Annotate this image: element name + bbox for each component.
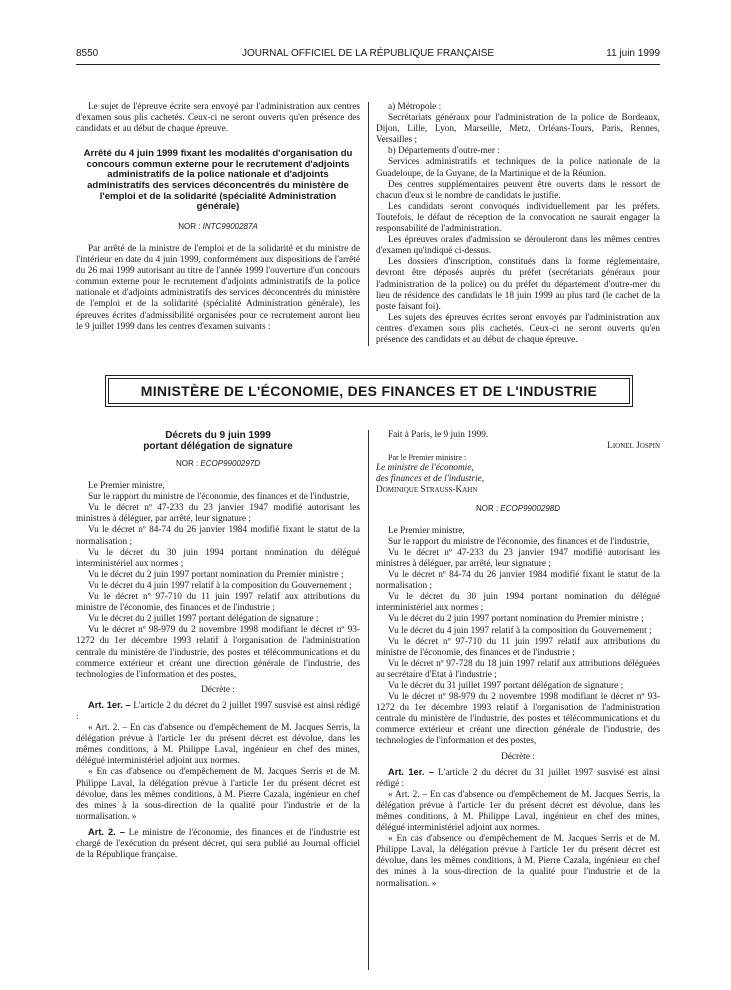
paragraph: Vu le décret nº 98-979 du 2 novembre 1998 modifiant le décret nº 93-1272 du 1er décembre 1993 relatif à l'organisation de l'administration centrale du ministère de l'industrie, des postes et télécommunications et du commerce extérieur et créant une direction générale de l'industrie, des technologies de l'information et des postes, xyxy=(376,692,660,747)
article-2 xyxy=(76,827,360,861)
nor-reference xyxy=(76,221,360,232)
minister-line2: des finances et de l'industrie, xyxy=(376,474,485,485)
paragraph: Vu le décret du 30 juin 1994 portant nomination du délégué interministériel aux normes ; xyxy=(376,592,660,614)
paragraph: Vu le décret du 2 juin 1997 portant nomination du Premier ministre ; xyxy=(88,569,344,580)
page-number: 8550 xyxy=(76,48,99,59)
journal-title: JOURNAL OFFICIEL DE LA RÉPUBLIQUE FRANÇAISE xyxy=(241,48,495,59)
paragraph: Vu le décret du 4 juin 1997 relatif à la composition du Gouvernement ; xyxy=(388,625,652,636)
minister-title-2 xyxy=(376,474,660,485)
article-1 xyxy=(376,767,660,790)
decrete: Décrète : xyxy=(501,751,535,762)
quote-paragraph: « En cas d'absence ou d'empêchement de M. Jacques Serris et de M. Philippe Laval, la délégation prévue à l'article 1er du présent décret est dévolue, dans les mêmes conditions, à M. Pierre Cazala, ingénieur en chef des mines à la sous-direction de la qualité pour l'industrie et de la normalisation. » xyxy=(376,834,660,889)
nor-code: INTC9900287A xyxy=(202,221,258,231)
article-text: Le ministre de l'économie, des finances et de l'industrie est chargé de l'exécution du présent décret, qui sera publié au Journal officiel de la République française. xyxy=(76,827,360,861)
paragraph: Vu le décret du 2 juillet 1997 portant délégation de signature ; xyxy=(88,614,319,625)
paragraph: Vu le décret du 31 juillet 1997 portant délégation de signature ; xyxy=(388,680,624,691)
paragraph: Vu le décret nº 47-233 du 23 janvier 1947 modifié autorisant les ministres à déléguer, par arrêté, leur signature ; xyxy=(76,503,360,525)
list-label: b) Départements d'outre-mer : xyxy=(388,146,500,157)
column-bottom-left xyxy=(76,430,360,861)
article-label: Art. 1er. – xyxy=(388,766,434,777)
paragraph: Vu le décret du 4 juin 1997 relatif à la composition du Gouvernement ; xyxy=(88,580,352,591)
column-top-left xyxy=(76,102,360,333)
minister-name: Dominique Strauss-Kahn xyxy=(376,485,478,496)
arrete-title: Arrêté du 4 juin 1999 fixant les modalités d'organisation du concours commun externe pour le recrutement d'adjoints administratifs de la police nationale et d'adjoints administratifs des services déconcentrés du ministère de l'emploi et de la solidarité (spécialité Administration générale) xyxy=(83,148,353,213)
signer-name: Lionel Jospin xyxy=(607,441,660,452)
article-text: L'article 2 du décret du 2 juillet 1997 susvisé est ainsi rédigé : xyxy=(76,700,360,722)
nor-code: ECOP9900298D xyxy=(500,503,561,513)
minister-title xyxy=(376,463,660,474)
page-header xyxy=(76,48,660,65)
paragraph: Vu le décret nº 97-710 du 11 juin 1997 relatif aux attributions du ministre de l'économie, des finances et de l'industrie ; xyxy=(76,592,360,614)
paragraph: Les épreuves orales d'admission se dérouleront dans les mêmes centres d'examen qu'indiqué ci-dessus. xyxy=(376,235,660,257)
paragraph: Vu le décret nº 47-233 du 23 janvier 1947 modifié autorisant les ministres à déléguer, par arrêté, leur signature ; xyxy=(376,547,660,569)
quote-paragraph: « En cas d'absence ou d'empêchement de M. Jacques Serris et de M. Philippe Laval, la délégation prévue à l'article 1er du présent décret est dévolue, dans les mêmes conditions, à M. Pierre Cazala, ingénieur en chef des mines à la sous-direction de la qualité pour l'industrie et de la normalisation. » xyxy=(76,767,360,822)
issue-date: 11 juin 1999 xyxy=(606,48,660,59)
quote-paragraph: « Art. 2. – En cas d'absence ou d'empêchement de M. Jacques Serris, la délégation prévue à l'article 1er du présent décret est dévolue, dans les mêmes conditions, à M. Philippe Laval, ingénieur en chef des mines, délégué interministériel adjoint aux normes. xyxy=(76,723,360,767)
column-divider-top xyxy=(368,102,369,346)
decrete: Décrète : xyxy=(201,684,235,695)
nor-reference xyxy=(76,458,360,469)
paragraph: Le Premier ministre, xyxy=(88,481,165,492)
paragraph: Vu le décret nº 97-710 du 11 juin 1997 relatif aux attributions du ministre de l'économie, des finances et de l'industrie ; xyxy=(376,636,660,658)
paragraph: Vu le décret nº 84-74 du 26 janvier 1984 modifié fixant le statut de la normalisation ; xyxy=(76,525,360,547)
paragraph: Les dossiers d'inscription, constitués dans la forme réglementaire, devront être déposés auprès du préfet (secrétariats généraux pour l'administration de la police) ou du préfet du département d'outre-mer du lieu de résidence des candidats le 18 juin 1999 au plus tard (le cachet de la poste faisant foi). xyxy=(376,257,660,312)
nor-label: NOR : xyxy=(175,459,201,468)
fait-line: Fait à Paris, le 9 juin 1999. xyxy=(388,430,489,440)
column-bottom-right xyxy=(376,430,660,890)
column-top-right xyxy=(376,102,660,346)
paragraph: Sur le rapport du ministre de l'économie, des finances et de l'industrie, xyxy=(388,536,650,547)
paragraph: Vu le décret nº 98-979 du 2 novembre 1998 modifiant le décret nº 93-1272 du 1er décembre 1993 relatif à l'organisation de l'administration centrale du ministère de l'industrie, des postes et télécommunications et du commerce extérieur et créant une direction générale de l'industrie, des technologies de l'information et des postes, xyxy=(76,625,360,680)
article-1 xyxy=(76,700,360,723)
paragraph: Vu le décret nº 84-74 du 26 janvier 1984 modifié fixant le statut de la normalisation ; xyxy=(376,570,660,592)
paragraph: Vu le décret nº 97-728 du 18 juin 1997 relatif aux attributions déléguées au secrétaire d'Etat à l'industrie ; xyxy=(376,658,660,680)
paragraph: Vu le décret du 30 juin 1994 portant nomination du délégué interministériel aux normes ; xyxy=(76,547,360,569)
paragraph: Vu le décret du 2 juin 1997 portant nomination du Premier ministre ; xyxy=(388,614,644,625)
paragraph: Des centres supplémentaires peuvent être ouverts dans le ressort de chacun d'eux si le nombre de candidats le justifie. xyxy=(376,179,660,201)
nor-label: NOR : xyxy=(475,503,501,513)
article-text: L'article 2 du décret du 31 juillet 1997 susvisé est ainsi rédigé : xyxy=(376,767,660,789)
paragraph: Le Premier ministre, xyxy=(388,525,465,536)
nor-reference xyxy=(376,503,660,514)
list-label: a) Métropole : xyxy=(388,102,442,112)
paragraph: Les candidats seront convoqués individuellement par les préfets. Toutefois, le défaut de réception de la convocation ne saurait engager la responsabilité de l'administration. xyxy=(376,201,660,235)
paragraph: Les sujets des épreuves écrites seront envoyés par l'administration aux centres d'examen sous plis cachetés. Ceux-ci ne seront ouverts qu'en présence des candidats et au début de chaque épreuve. xyxy=(376,312,660,345)
paragraph: Secrétariats généraux pour l'administration de la police de Bordeaux, Dijon, Lille, Lyon, Marseille, Metz, Orléans-Tours, Paris, Rennes, Versailles ; xyxy=(376,113,660,146)
paragraph: Par arrêté de la ministre de l'emploi et de la solidarité et du ministre de l'intérieur en date du 4 juin 1999, conformément aux dispositions de l'arrêté du 26 mai 1999 autorisant au titre de l'année 1999 l'ouverture d'un concours commun externe pour le recrutement d'adjoints administratifs de la police nationale et d'adjoints administratifs des services déconcentrés du ministère de l'emploi et de la solidarité (spécialité Administration générale), les épreuves écrites d'admissibilité organisées pour ce recrutement auront lieu le 9 juillet 1999 dans les centres d'examen suivants : xyxy=(76,243,360,332)
nor-code: ECOP9900297D xyxy=(200,459,261,468)
par-le-premier-ministre: Par le Premier ministre : xyxy=(388,453,467,463)
decree-title-line2: portant délégation de signature xyxy=(143,441,293,452)
paragraph: Services administratifs et techniques de la police nationale de la Guadeloupe, de la Guyane, de la Martinique et de la Réunion. xyxy=(376,157,660,179)
paragraph: Le sujet de l'épreuve écrite sera envoyé par l'administration aux centres d'examen sous plis cachetés. Ceux-ci ne seront ouverts qu'en présence des candidats et au début de chaque épreuve. xyxy=(76,102,360,135)
paragraph: Sur le rapport du ministre de l'économie, des finances et de l'industrie, xyxy=(88,492,350,503)
column-divider-bottom xyxy=(368,430,369,970)
article-label: Art. 1er. – xyxy=(88,699,131,710)
article-label: Art. 2. – xyxy=(88,826,125,837)
quote-paragraph: « Art. 2. – En cas d'absence ou d'empêchement de M. Jacques Serris, la délégation prévue à l'article 1er du présent décret est dévolue, dans les mêmes conditions, à M. Philippe Laval, ingénieur en chef des mines, délégué interministériel adjoint aux normes. xyxy=(376,789,660,834)
minister-line1: Le ministre de l'économie, xyxy=(376,463,474,474)
decree-title-line1: Décrets du 9 juin 1999 xyxy=(165,430,271,441)
nor-label: NOR : xyxy=(178,221,203,231)
ministry-heading: MINISTÈRE DE L'ÉCONOMIE, DES FINANCES ET DE L'INDUSTRIE xyxy=(108,378,630,404)
